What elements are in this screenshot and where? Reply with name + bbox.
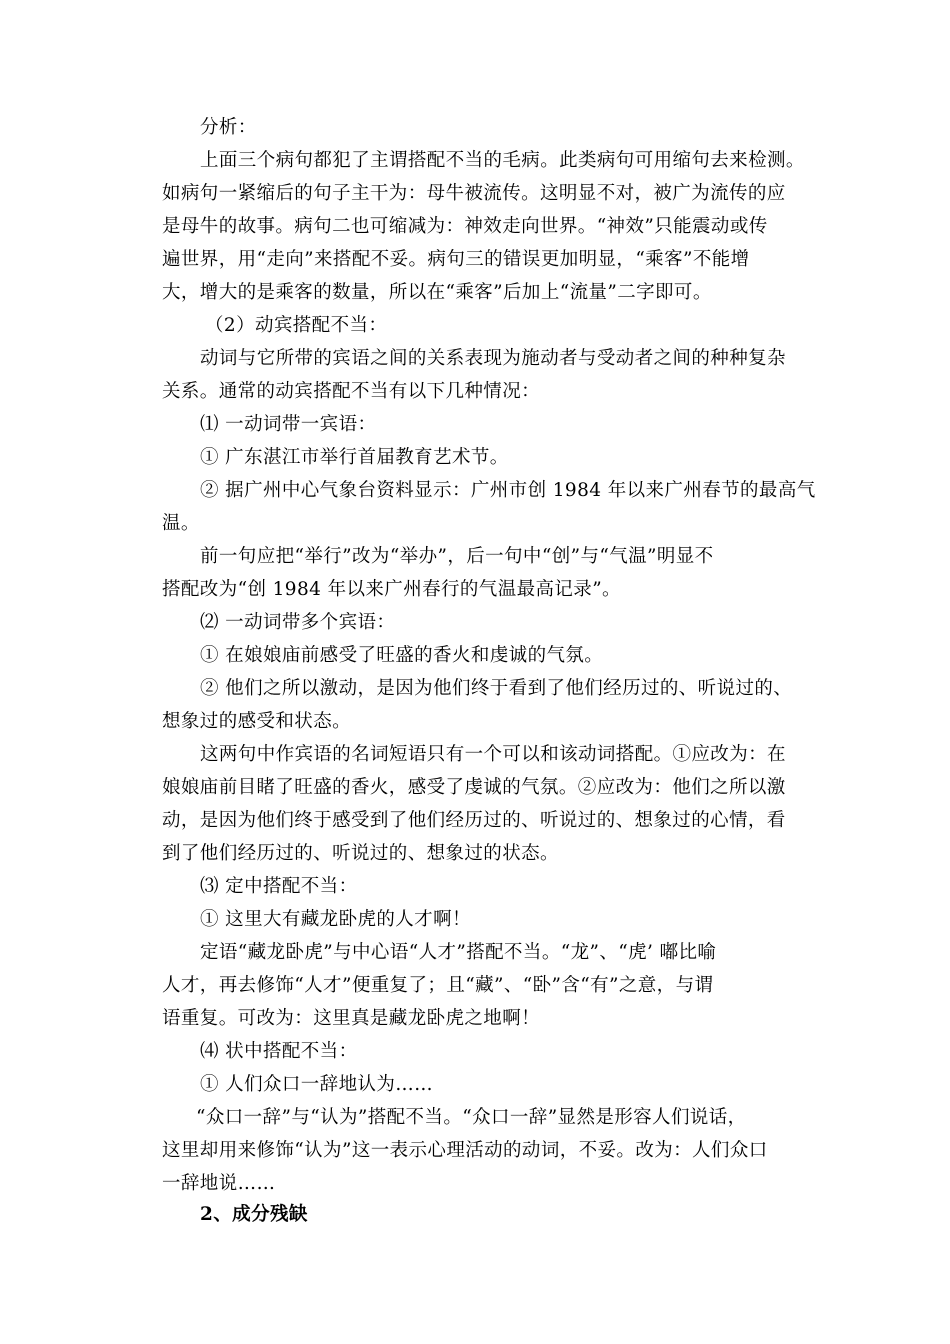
paragraph-line: 分析： bbox=[200, 117, 257, 138]
subsection-heading: ⑶ 定中搭配不当： bbox=[200, 876, 358, 897]
paragraph-line: 遍世界，用“走向”来搭配不妥。病句三的错误更加明显，“乘客”不能增 bbox=[162, 249, 750, 270]
subsection-heading: ⑵ 一动词带多个宾语： bbox=[200, 612, 396, 633]
paragraph-line: 这里却用来修饰“认为”这一表示心理活动的动词，不妥。改为：人们众口 bbox=[162, 1140, 768, 1161]
example-sentence: ① 广东湛江市举行首届教育艺术节。 bbox=[200, 447, 509, 468]
paragraph-line: 语重复。可改为：这里真是藏龙卧虎之地啊！ bbox=[162, 1008, 541, 1029]
paragraph-line: 人才，再去修饰“人才”便重复了；且“藏”、“卧”含“有”之意，与谓 bbox=[162, 975, 714, 996]
paragraph-line: 娘娘庙前目睹了旺盛的香火，感受了虔诚的气氛。②应改为：他们之所以激 bbox=[162, 777, 786, 798]
paragraph-line: 搭配改为“创 1984 年以来广州春行的气温最高记录”。 bbox=[162, 579, 621, 600]
example-sentence: ① 这里大有藏龙卧虎的人才啊！ bbox=[200, 909, 471, 930]
paragraph-line: 前一句应把“举行”改为“举办”，后一句中“创”与“气温”明显不 bbox=[200, 546, 714, 567]
paragraph-line: “众口一辞”与“认为”搭配不当。“众口一辞”显然是形容人们说话， bbox=[196, 1107, 747, 1128]
paragraph-line: 上面三个病句都犯了主谓搭配不当的毛病。此类病句可用缩句去来检测。 bbox=[200, 150, 805, 171]
section-heading: （2）动宾搭配不当： bbox=[205, 315, 388, 336]
paragraph-line: 这两句中作宾语的名词短语只有一个可以和该动词搭配。①应改为：在 bbox=[200, 744, 786, 765]
paragraph-line: 定语“藏龙卧虎”与中心语“人才”搭配不当。“龙”、“虎’ 嘟比喻 bbox=[200, 942, 717, 963]
example-sentence: 温。 bbox=[162, 513, 200, 534]
paragraph-line: 到了他们经历过的、听说过的、想象过的状态。 bbox=[162, 843, 559, 864]
subsection-heading: ⑴ 一动词带一宾语： bbox=[200, 414, 377, 435]
paragraph-line: 一辞地说…… bbox=[162, 1173, 276, 1194]
example-sentence: ② 据广州中心气象台资料显示：广州市创 1984 年以来广州春节的最高气 bbox=[200, 480, 816, 501]
paragraph-line: 关系。通常的动宾搭配不当有以下几种情况： bbox=[162, 381, 541, 402]
paragraph-line: 大，增大的是乘客的数量，所以在“乘客”后加上“流量”二字即可。 bbox=[162, 282, 712, 303]
paragraph-line: 动词与它所带的宾语之间的关系表现为施动者与受动者之间的种种复杂 bbox=[200, 348, 786, 369]
example-sentence: 想象过的感受和状态。 bbox=[162, 711, 352, 732]
paragraph-line: 动，是因为他们终于感受到了他们经历过的、听说过的、想象过的心情，看 bbox=[162, 810, 786, 831]
subsection-heading: ⑷ 状中搭配不当： bbox=[200, 1041, 358, 1062]
example-sentence: ① 人们众口一辞地认为…… bbox=[200, 1074, 434, 1095]
paragraph-line: 如病句一紧缩后的句子主干为：母牛被流传。这明显不对，被广为流传的应 bbox=[162, 183, 786, 204]
paragraph-line: 是母牛的故事。病句二也可缩减为：神效走向世界。“神效”只能震动或传 bbox=[162, 216, 768, 237]
section-heading: 2、成分残缺 bbox=[200, 1204, 308, 1225]
example-sentence: ② 他们之所以激动，是因为他们终于看到了他们经历过的、听说过的、 bbox=[200, 678, 793, 699]
example-sentence: ① 在娘娘庙前感受了旺盛的香火和虔诚的气氛。 bbox=[200, 645, 604, 666]
